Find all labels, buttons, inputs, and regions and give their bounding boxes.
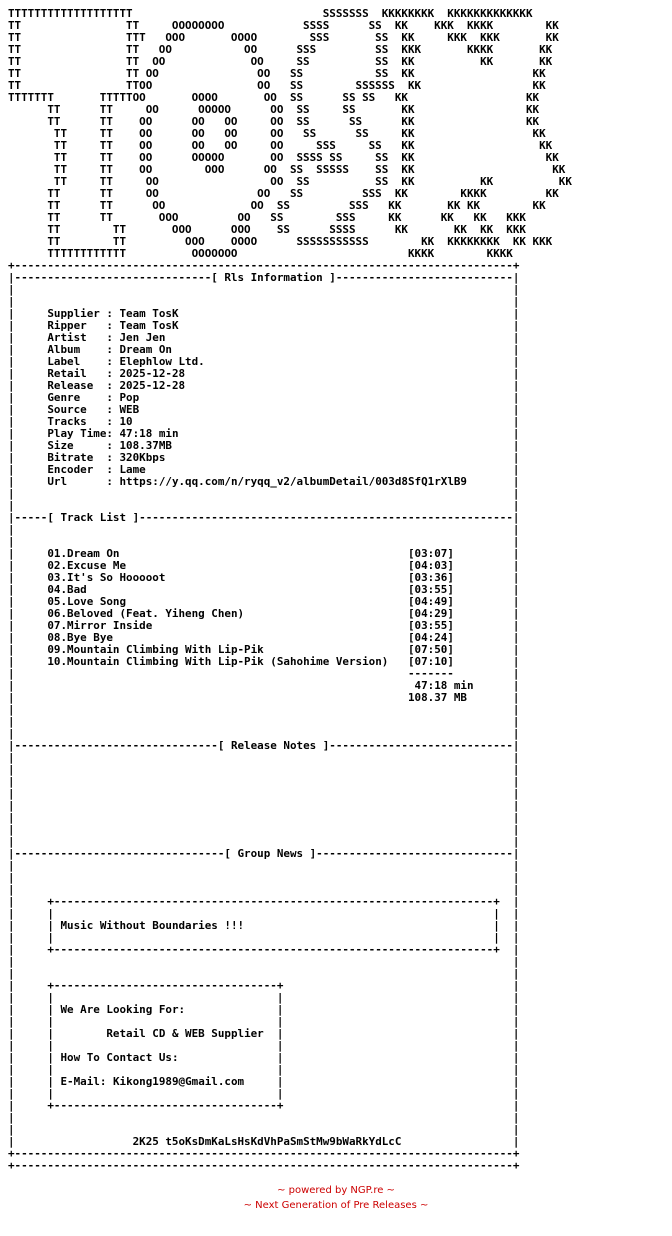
info-value: Lame [119,463,146,476]
total-playtime: 47:18 min [414,679,474,692]
info-label: Encoder : [47,463,120,476]
rls-information-header: [ Rls Information ] [211,271,336,284]
info-value: 320Kbps [119,451,166,464]
info-value: Pop [119,391,140,404]
track-duration: [04:24] [407,631,454,644]
info-label: Artist : [47,331,120,344]
track-duration: [04:03] [407,559,454,572]
info-value: WEB [119,403,140,416]
looking-for-label: We Are Looking For: [60,1003,277,1016]
info-value: 2025-12-28 [119,367,186,380]
looking-for-value: Retail CD & WEB Supplier [106,1027,277,1040]
info-label: Source : [47,403,120,416]
track-title: 06.Beloved (Feat. Yiheng Chen) [47,607,408,620]
nfo-text: TTTTTTTTTTTTTTTTTTT SSSSSSS KKKKKKKK KKKKKKKKKKKKK TT TT OOOOOOOO SSSS SS KK KKK KKKK KK TT TTT OOO OOOO SSS SS KK KKK KKK KK TT TT OO OO SSS SS KKK KKKK KK TT TT OO OO SS SS KK KK KK TT TT OO OO SS SS KK KK TT TTOO OO SS SSSSSS KK KK TTTTTTT TTTTTOO OOOO OO SS SS SS KK KK TT TT OO OOOOO OO SS SS KK KK TT TT OO OO OO OO SS SS KK KK TT TT OO OO OO OO SS SS KK KK TT TT OO OO OO OO SSS SS KK KK TT TT OO OOOOO OO SSSS SS SS KK KK TT TT OO OOO OO SS SSSSS SS KK KK TT TT OO OO SS SS KK KK KK TT TT OO OO SS SSS KK KKKK KK TT TT OO OO SS SSS KK KK KK KK TT TT OOO OO SS SSS KK KK KK KKK TT TT OOO OOO SS SSSS KK KK KK KKK TT TT OOO OOOO SSSSSSSSSSS KK KKKKKKKK KK KKK TTTTTTTTTTTT OOOOOOO KKKK KKKK +----------------------------------------------------------------------------+ |------------------------------[ Rls Information ]---------------------------| | | | | | Supplier : Team TosK | | Ripper : Team TosK | | Artist : Jen Jen | | Album : Dream On | | Label : Elephlow Ltd. | | Retail : 2025-12-28 | | Release : 2025-12-28 | | Genre : Pop | | Source : WEB | | Tracks : 10 | | Play Time: 47:18 min | | Size : 108.37MB | | Bitrate : 320Kbps | | Encoder : Lame | | Url : https://y.qq.com/n/ryqq_v2/albumDetail/003d8SfQ1rXlB9 | | | | | |-----[ Track List ]---------------------------------------------------------| | | | | | 01.Dream On [03:07] | | 02.Excuse Me [04:03] | | 03.It's So Hooooot [03:36] | | 04.Bad [03:55] | | 05.Love Song [04:49] | | 06.Beloved (Feat. Yiheng Chen) [04:29] | | 07.Mirror Inside [03:55] | | 08.Bye Bye [04:24] | | 09.Mountain Climbing With Lip-Pik [07:50] | | 10.Mountain Climbing With Lip-Pik (Sahohime Version) [07:10] | | ------- | | 47:18 min | | 108.37 MB | | | | | | | |-------------------------------[ Release Notes ]----------------------------| | | | | | | | | | | | | | | | | |--------------------------------[ Group News ]------------------------------| | | | | | | | +-------------------------------------------------------------------+ | | | | | | | Music Without Boundaries !!! | | | | | | | +-------------------------------------------------------------------+ | | | | | | +----------------------------------+ | | | | | | | We Are Looking For: | | | | | | | | Retail CD & WEB Supplier | | | | | | | | How To Contact Us: | | | | | | | | E-Mail: Kikong1989@Gmail.com | | | | | | | +----------------------------------+ | | | | | | 2K25 t5oKsDmKaLsHsKdVhPaSmStMw9bWaRkYdLcC | +----------------------------------------------------------------------------+ +----------------------------------------------------------------------------+ [8,7,572,1172]
powered-by-text: ~ powered by NGP.re ~ [277,1185,395,1196]
info-label: Ripper : [47,319,120,332]
info-label: Supplier : [47,307,120,320]
info-label: Bitrate : [47,451,120,464]
track-duration: [07:50] [407,643,454,656]
info-value: 108.37MB [119,439,172,452]
track-title: 04.Bad [47,583,408,596]
track-list-header: [ Track List ] [47,511,140,524]
group-motto: Music Without Boundaries !!! [60,919,494,932]
info-label: Url : [47,475,120,488]
info-value: Elephlow Ltd. [119,355,205,368]
track-duration: [03:36] [407,571,454,584]
track-duration: [04:29] [407,607,454,620]
track-duration: [03:07] [407,547,454,560]
info-label: Genre : [47,391,120,404]
track-title: 01.Dream On [47,547,408,560]
track-title: 08.Bye Bye [47,631,408,644]
info-label: Label : [47,355,120,368]
info-label: Album : [47,343,120,356]
email-label: E-Mail: [60,1075,113,1088]
footer-code: 2K25 t5oKsDmKaLsHsKdVhPaSmStMw9bWaRkYdLcC [132,1135,402,1148]
release-notes-header: [ Release Notes ] [217,739,330,752]
info-value: 47:18 min [119,427,179,440]
info-label: Play Time: [47,427,120,440]
track-title: 10.Mountain Climbing With Lip-Pik (Sahohime Version) [47,655,408,668]
info-value: Team TosK [119,319,179,332]
track-duration: [07:10] [407,655,454,668]
info-value: 2025-12-28 [119,379,186,392]
track-title: 02.Excuse Me [47,559,408,572]
info-value: 10 [119,415,133,428]
track-duration: [03:55] [407,583,454,596]
tagline-text: ~ Next Generation of Pre Releases ~ [243,1200,429,1211]
info-label: Retail : [47,367,120,380]
total-size: 108.37 MB [407,691,467,704]
track-title: 07.Mirror Inside [47,619,408,632]
email-value: Kikong1989@Gmail.com [112,1075,277,1088]
track-duration: [04:49] [407,595,454,608]
track-title: 09.Mountain Climbing With Lip-Pik [47,643,408,656]
contact-label: How To Contact Us: [60,1051,277,1064]
track-title: 05.Love Song [47,595,408,608]
info-value: Jen Jen [119,331,166,344]
info-label: Tracks : [47,415,120,428]
info-value: Team TosK [119,307,179,320]
info-value: Dream On [119,343,172,356]
track-duration: [03:55] [407,619,454,632]
track-title: 03.It's So Hooooot [47,571,408,584]
group-news-header: [ Group News ] [224,847,317,860]
ascii-logo: TTTTTTTTTTTTTTTTTTT SSSSSSS KKKKKKKK KKKKKKKKKKKKK TT TT OOOOOOOO SSSS SS KK KKK KKKK KK TT TTT OOO OOOO SSS SS KK KKK KKK KK TT TT OO OO SSS SS KKK KKKK KK TT TT OO OO SS SS KK KK KK TT TT OO OO SS SS KK KK TT TTOO OO SS SSSSSS KK KK TTTTTTT TTTTTOO OOOO OO SS SS SS KK KK TT TT OO OOOOO OO SS SS KK KK TT TT OO OO OO OO SS SS KK KK TT TT OO OO OO OO SS SS KK KK TT TT OO OO OO OO SSS SS KK KK TT TT OO OOOOO OO SSSS SS SS KK KK TT TT OO OOO OO SS SSSSS SS KK KK TT TT OO OO SS SS KK KK KK TT TT OO OO SS SSS KK KKKK KK TT TT OO OO SS SSS KK KK KK KK TT TT OOO OO SS SSS KK KK KK KKK TT TT OOO OOO SS SSSS KK KK KK KKK TT TT OOO OOOO SSSSSSSSSSS KK KKKKKKKK KK KKK TTTTTTTTTTTT OOOOOOO KKKK KKKK [8,7,572,260]
info-value: https://y.qq.com/n/ryqq_v2/albumDetail/003d8SfQ1rXlB9 [119,475,467,488]
info-label: Size : [47,439,120,452]
info-label: Release : [47,379,120,392]
credits [0,1183,672,1213]
